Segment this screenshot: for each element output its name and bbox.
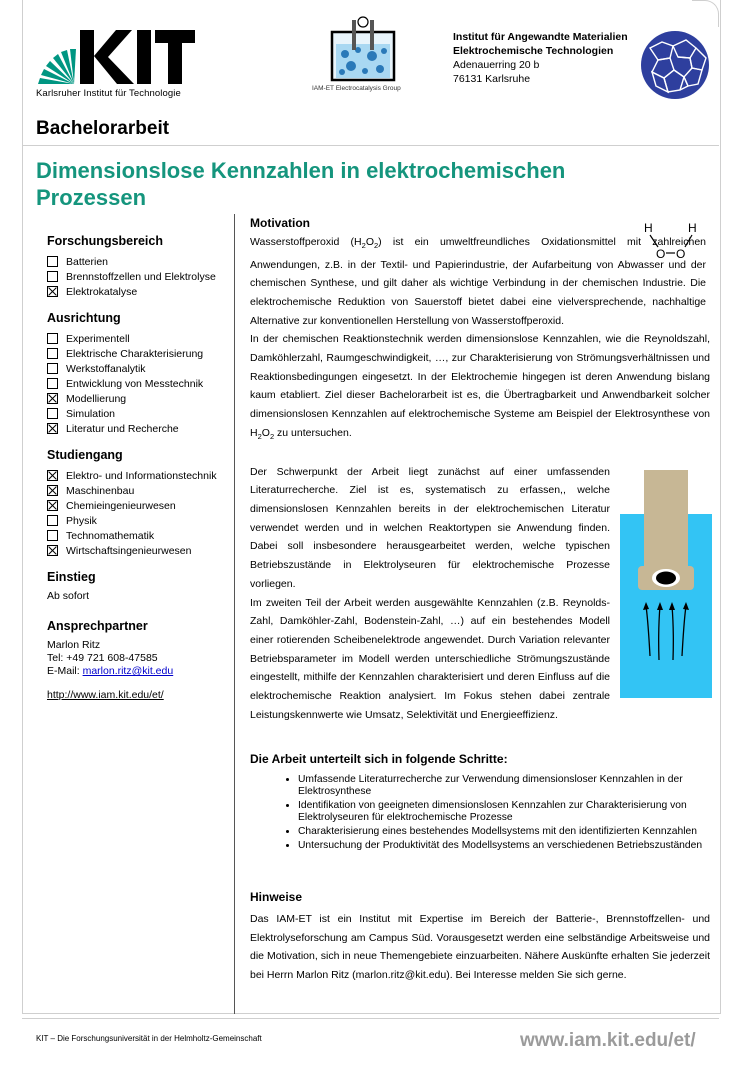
sidebar-sections [47, 234, 227, 558]
motivation-paragraph-1: Wasserstoffperoxid $(H_2O_2)$ ist ein umweltfreundliches Oxidationsmittel mit zahlreichen Anwendungen, z.B. in der Textil- und Papierindustrie, der Aufarbeitung von Abwasser und der chemischen Synthese, und gilt daher als wichtige Verbindung in der chemischen Industrie. Die elektrochemische Reduktion von Sauerstoff bietet dabei eine vielversprechende, nachhaltige Alternative zur konventionellen Herstellung von Wasserstoffperoxid. [250, 235, 706, 327]
institute-name: Institut für Angewandte Materialien [453, 31, 628, 43]
checkbox-option[interactable] [47, 498, 227, 513]
checkbox-checked-icon[interactable] [47, 286, 58, 297]
footer-tagline: KIT – Die Forschungsuniversität in der Helmholtz-Gemeinschaft [36, 1034, 262, 1043]
motivation-paragraph-3: Der Schwerpunkt der Arbeit liegt zunächst auf einer umfassenden Literaturrecherche. Ziel ist es, systematisch zu erfassen,, welche dimensionslosen Kennzahlen bereits in der elektrochemischen Literatur verwendet werden und in welchen Reaktortypen sie Anwendung finden. Dabei soll insbesondere herausgearbeitet werden, welche typischen Betriebszustände in Elektrolyseuren für elektrochemische Prozesse vorliegen. [250, 465, 610, 590]
step-item: • Identifikation von geeigneten dimensionslosen Kennzahlen zur Charakterisierung von Elektrolyseuren für elektrochemische Prozesse [298, 800, 733, 824]
checkbox-empty-icon[interactable] [47, 515, 58, 526]
checkbox-option[interactable] [47, 468, 227, 483]
contact-phone: Tel: +49 721 608-47585 [47, 652, 158, 664]
kit-subtitle: Karlsruher Institut für Technologie [36, 88, 181, 99]
steps-heading: Die Arbeit unterteilt sich in folgende Schritte: [250, 752, 508, 766]
checkbox-option[interactable] [47, 269, 227, 284]
footer-divider [22, 1018, 719, 1019]
address-street: Adenauerring 20 b [453, 59, 540, 71]
contact-email-label: E-Mail: [47, 665, 83, 677]
checkbox-option[interactable] [47, 528, 227, 543]
checkbox-option[interactable] [47, 346, 227, 361]
checkbox-label: Literatur und Recherche [66, 422, 179, 435]
page-frame-corner [692, 0, 719, 27]
rotating-disk-electrode-figure [620, 470, 712, 698]
step-item: • Untersuchung der Produktivität des Modellsystems an verschiedenen Betriebszuständen [298, 840, 733, 852]
motivation-paragraph-4: Im zweiten Teil der Arbeit werden ausgewählte Kennzahlen (z.B. Reynolds-Zahl, Damköhler-Zahl, Bodenstein-Zahl, …) auf ein bestehendes Modell einer rotierenden Scheibenelektrode angewendet. Durch Variation relevanter Betriebsparameter im Modell werden unterschiedliche Strömungszustände eingestellt, mithilfe der Kennzahlen charakterisiert und deren Einfluss auf die elektrochemische Reaktion analysiert. Im Fokus stehen dabei zentrale Leistungskennwerte wie Umsatz, Selektivität und Energieeffizienz. [250, 596, 610, 721]
molecule-h-right: H [688, 221, 697, 235]
checkbox-option[interactable] [47, 543, 227, 558]
iam-et-logo [318, 14, 408, 84]
sidebar [47, 234, 227, 701]
checkbox-empty-icon[interactable] [47, 333, 58, 344]
step-item: • Charakterisierung eines bestehendes Modellsystems mit den identifizierten Kennzahlen [298, 826, 733, 838]
checkbox-checked-icon[interactable] [47, 500, 58, 511]
checkbox-option[interactable] [47, 421, 227, 436]
checkbox-empty-icon[interactable] [47, 378, 58, 389]
checkbox-label: Physik [66, 514, 97, 527]
checkbox-label: Simulation [66, 407, 116, 420]
checkbox-option[interactable] [47, 483, 227, 498]
step-item: • Umfassende Literaturrecherche zur Verwendung dimensionsloser Kennzahlen in der Elektrosynthese [298, 774, 733, 798]
checkbox-option[interactable] [47, 331, 227, 346]
checkbox-empty-icon[interactable] [47, 256, 58, 267]
checkbox-empty-icon[interactable] [47, 271, 58, 282]
molecule-o-left: O [656, 247, 666, 261]
checkbox-checked-icon[interactable] [47, 393, 58, 404]
checkbox-label: Batterien [66, 255, 109, 268]
checkbox-label: Experimentell [66, 332, 130, 345]
checkbox-checked-icon[interactable] [47, 470, 58, 481]
checkbox-label: Brennstoffzellen und Elektrolyse [66, 270, 216, 283]
checkbox-label: Werkstoffanalytik [66, 362, 146, 375]
checkbox-option[interactable] [47, 391, 227, 406]
molecule-h-left: H [644, 221, 653, 235]
steps-list [270, 774, 733, 853]
checkbox-option[interactable] [47, 284, 227, 299]
column-divider [234, 214, 235, 1014]
iam-caption: IAM-ET Electrocatalysis Group [312, 85, 401, 92]
checkbox-label: Entwicklung von Messtechnik [66, 377, 204, 390]
institute-address [453, 30, 628, 86]
molecule-o-right: O [676, 247, 686, 261]
institute-emblem [640, 30, 710, 100]
contact-email-link[interactable]: marlon.ritz@kit.edu [82, 665, 174, 677]
start-value: Ab sofort [47, 590, 90, 602]
checkbox-label: Elektro- und Informationstechnik [66, 469, 217, 482]
checkbox-option[interactable] [47, 254, 227, 269]
checkbox-label: Modellierung [66, 392, 127, 405]
motivation-paragraph-2: In der chemischen Reaktionstechnik werden dimensionslose Kennzahlen, wie die Reynoldszahl, Damköhlerzahl, Raumgeschwindigkeit, …, zur Charakterisierung von Strömungsverhältnissen und Reaktionsbedingungen eingesetzt. In der Elektrochemie hingegen ist deren Anwendung bislang kaum etabliert. Ziel dieser Bachelorarbeit ist es, die Übertragbarkeit und Anwendbarkeit solcher dimensionslosen Kennzahlen auf elektrochemische Systeme am Beispiel der Elektrosynthese von $H_2O_2$ zu untersuchen. [250, 333, 710, 441]
address-city: 76131 Karlsruhe [453, 73, 531, 85]
checkbox-option[interactable] [47, 406, 227, 421]
department-name: Elektrochemische Technologien [453, 45, 614, 57]
checkbox-option[interactable] [47, 513, 227, 528]
checkbox-empty-icon[interactable] [47, 530, 58, 541]
contact-heading: Ansprechpartner [47, 619, 148, 633]
start-heading: Einstieg [47, 570, 96, 584]
checkbox-label: Wirtschaftsingenieurwesen [66, 544, 192, 557]
section-heading: Ausrichtung [47, 311, 121, 325]
section-heading: Studiengang [47, 448, 123, 462]
thesis-title: Dimensionslose Kennzahlen in elektrochemischen Prozessen [36, 158, 566, 210]
checkbox-checked-icon[interactable] [47, 485, 58, 496]
website-link[interactable]: http://www.iam.kit.edu/et/ [47, 689, 164, 701]
checkbox-checked-icon[interactable] [47, 423, 58, 434]
checkbox-label: Technomathematik [66, 529, 155, 542]
checkbox-empty-icon[interactable] [47, 348, 58, 359]
thesis-type: Bachelorarbeit [36, 118, 170, 139]
checkbox-label: Maschinenbau [66, 484, 135, 497]
motivation-heading: Motivation [250, 216, 310, 230]
section-heading: Forschungsbereich [47, 234, 163, 248]
header-divider [22, 145, 719, 146]
checkbox-label: Chemieingenieurwesen [66, 499, 176, 512]
contact-name: Marlon Ritz [47, 639, 101, 651]
checkbox-option[interactable] [47, 361, 227, 376]
notes-heading: Hinweise [250, 890, 303, 904]
footer-url: www.iam.kit.edu/et/ [520, 1030, 696, 1051]
checkbox-empty-icon[interactable] [47, 363, 58, 374]
checkbox-empty-icon[interactable] [47, 408, 58, 419]
notes-text: Das IAM-ET ist ein Institut mit Expertise im Bereich der Batterie-, Brennstoffzellen- und Elektrolyseforschung am Campus Süd. Vorausgesetzt werden eine selbständige Arbeitsweise und die Motivation, sich in neue Themengebiete einzuarbeiten. Nähere Auskünfte erhalten Sie jederzeit bei Herrn Marlon Ritz (marlon.ritz@kit.edu). Bei Interesse melden Sie sich gerne. [250, 913, 710, 982]
checkbox-label: Elektrische Charakterisierung [66, 347, 204, 360]
checkbox-checked-icon[interactable] [47, 545, 58, 556]
checkbox-option[interactable] [47, 376, 227, 391]
checkbox-label: Elektrokatalyse [66, 285, 138, 298]
